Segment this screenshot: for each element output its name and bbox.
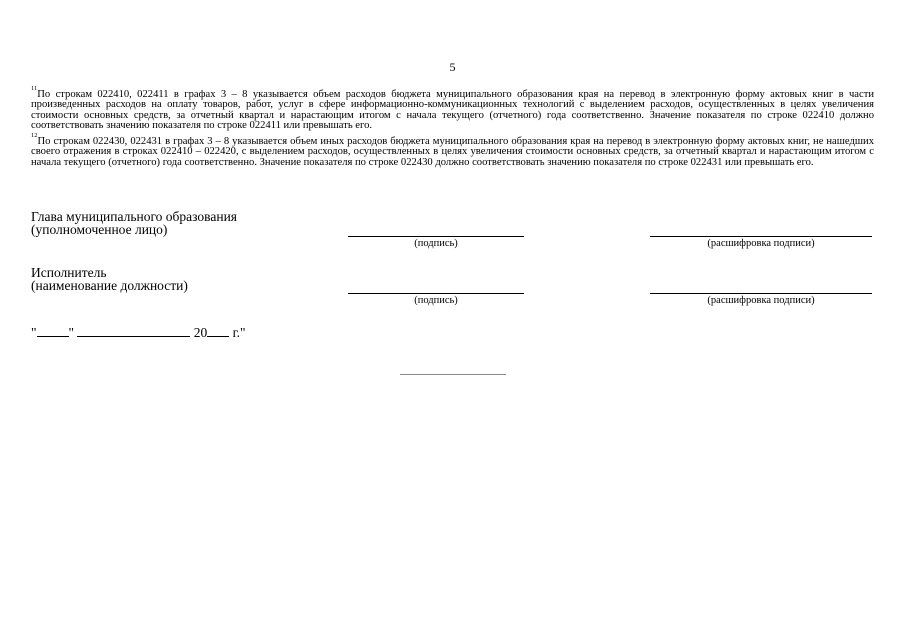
date-line bbox=[31, 324, 246, 341]
executor-title-label: Исполнитель bbox=[31, 265, 107, 280]
executor-subtitle-label: (наименование должности) bbox=[31, 278, 188, 293]
executor-signature-line bbox=[348, 293, 524, 294]
year-suffix: г." bbox=[232, 325, 246, 340]
head-signature-caption: (подпись) bbox=[414, 238, 458, 249]
head-decoding-caption: (расшифровка подписи) bbox=[707, 238, 815, 249]
executor-signature-caption: (подпись) bbox=[414, 295, 458, 306]
footnote-mark: 12 bbox=[31, 132, 38, 139]
head-signature-line bbox=[348, 236, 524, 237]
footnote-text: По строкам 022430, 022431 в графах 3 – 8 указывается объем иных расходов бюджета муниципального образования края на перевод в электронную форму актовых книг, не нашедших своего отражения в строках 022410 – 022420, с выделением расходов, осуществленных в целях увеличения стоимости основных средств, за отчетный квартал и нарастающим итогом с начала текущего (отчетного) года соответственно. Значение показателя по строке 022430 должно соответствовать значению показателя по строке 022431 или превышать его. bbox=[31, 136, 874, 168]
end-divider bbox=[400, 374, 506, 375]
year-prefix: 20 bbox=[193, 325, 208, 340]
footnote-12 bbox=[31, 132, 874, 168]
executor-decoding-caption: (расшифровка подписи) bbox=[707, 295, 815, 306]
month-blank bbox=[77, 324, 190, 337]
page-number: 5 bbox=[449, 60, 456, 74]
year-blank bbox=[207, 324, 229, 337]
date-close-quote: " bbox=[68, 325, 75, 340]
footnote-11 bbox=[31, 85, 874, 132]
footnote-mark: 11 bbox=[31, 85, 38, 92]
head-subtitle-label: (уполномоченное лицо) bbox=[31, 222, 168, 237]
head-decoding-line bbox=[650, 236, 872, 237]
head-title-label: Глава муниципального образования bbox=[31, 209, 238, 224]
executor-decoding-line bbox=[650, 293, 872, 294]
day-blank bbox=[37, 324, 69, 337]
footnote-text: По строкам 022410, 022411 в графах 3 – 8 указывается объем расходов бюджета муниципального образования края на перевод в электронную форму актовых книг в части произведенных расходов на оплату товаров, работ, услуг в сфере информационно-коммуникационных технологий с выделением расходов, осуществленных в целях увеличения стоимости основных средств, за отчетный квартал и нарастающим итогом с начала текущего (отчетного) года соответственно. Значение показателя по строке 022410 должно соответствовать значению показателя по строке 022411 или превышать его. bbox=[31, 89, 874, 132]
date-open-quote: " bbox=[31, 325, 37, 340]
